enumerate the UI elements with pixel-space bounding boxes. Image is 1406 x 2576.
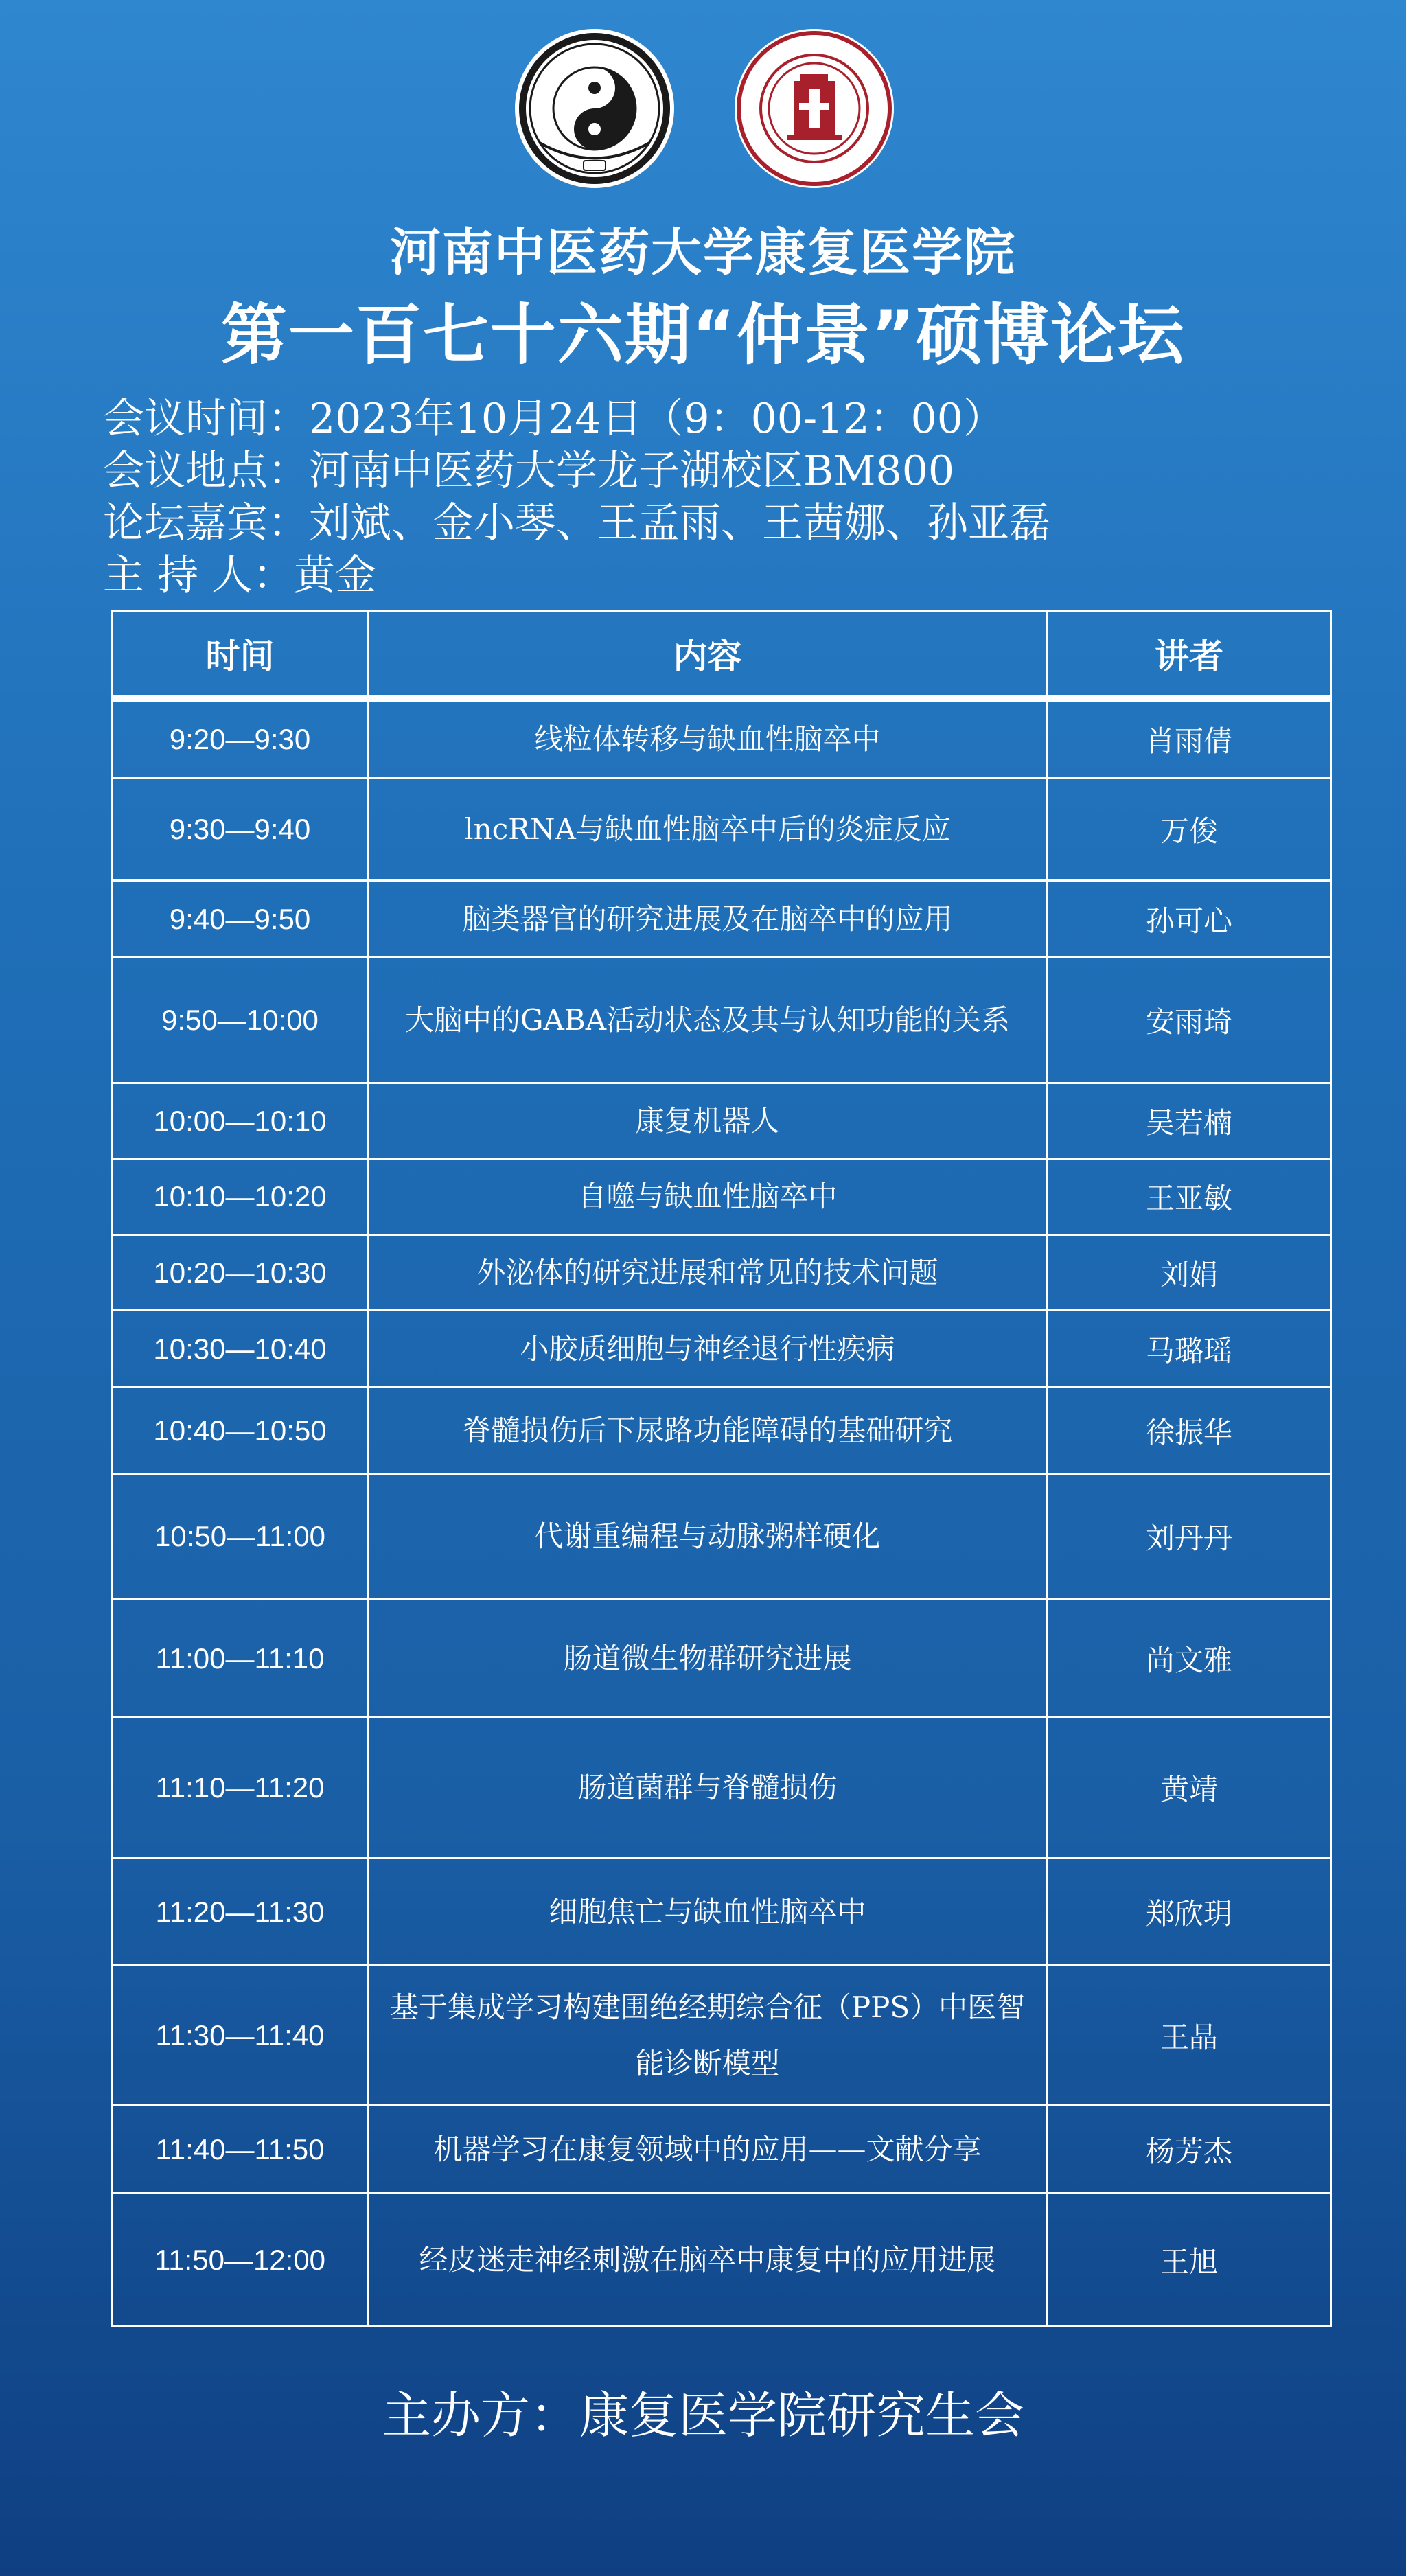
meeting-time	[103, 393, 1339, 445]
row-time: 10:30—10:40	[113, 1311, 369, 1386]
header-speaker: 讲者	[1155, 636, 1223, 676]
row-speaker: 尚文雅	[1145, 1643, 1232, 1677]
row-content: 基于集成学习构建围绝经期综合征（PPS）中医智能诊断模型	[369, 1966, 1048, 2104]
forum-title: 第一百七十六期“仲景”硕博论坛	[220, 297, 1186, 373]
host	[103, 549, 1339, 601]
table-row	[113, 2106, 1330, 2194]
table-row	[113, 702, 1330, 779]
row-time: 10:40—10:50	[113, 1388, 369, 1473]
row-speaker: 吴若楠	[1145, 1105, 1232, 1140]
row-time: 10:20—10:30	[113, 1236, 369, 1309]
row-speaker: 孙可心	[1145, 904, 1232, 938]
table-header-row	[113, 612, 1330, 702]
yin-yang-seal-icon	[512, 26, 677, 191]
row-content: 大脑中的GABA活动状态及其与认知功能的关系	[369, 958, 1048, 1082]
row-content: 小胶质细胞与神经退行性疾病	[369, 1311, 1048, 1386]
info-value: 2023年10月24日（9：00-12：00）	[309, 395, 1004, 443]
table-row	[113, 1311, 1330, 1388]
table-row	[113, 779, 1330, 882]
row-content: 外泌体的研究进展和常见的技术问题	[369, 1236, 1048, 1309]
row-speaker: 王亚敏	[1145, 1182, 1232, 1215]
row-content: 细胞焦亡与缺血性脑卒中	[369, 1859, 1048, 1964]
row-time: 10:00—10:10	[113, 1084, 369, 1158]
row-time: 11:00—11:10	[113, 1600, 369, 1716]
institution-title: 河南中医药大学康复医学院	[390, 223, 1016, 282]
row-time: 11:40—11:50	[113, 2106, 369, 2192]
row-time: 9:30—9:40	[113, 779, 369, 879]
table-row	[113, 1600, 1330, 1718]
row-speaker: 安雨琦	[1145, 1005, 1232, 1039]
row-speaker: 马璐瑶	[1145, 1333, 1232, 1368]
table-row	[113, 1160, 1330, 1236]
row-speaker: 黄靖	[1160, 1773, 1218, 1806]
row-speaker: 郑欣玥	[1145, 1896, 1232, 1931]
table-row	[113, 882, 1330, 958]
rehabilitation-school-seal-icon	[732, 26, 897, 191]
row-content: 机器学习在康复领域中的应用——文献分享	[369, 2106, 1048, 2192]
header-time: 时间	[113, 612, 369, 695]
meeting-location	[103, 445, 1339, 497]
row-content: 康复机器人	[369, 1084, 1048, 1158]
table-row	[113, 1859, 1330, 1966]
schedule-table	[111, 610, 1332, 2327]
row-speaker: 刘娟	[1160, 1257, 1218, 1291]
header-content: 内容	[369, 612, 1048, 695]
info-value: 河南中医药大学龙子湖校区BM800	[309, 447, 955, 495]
table-row	[113, 958, 1330, 1084]
row-time: 9:50—10:00	[113, 958, 369, 1082]
info-value: 刘斌、金小琴、王孟雨、王茜娜、孙亚磊	[309, 499, 1050, 547]
table-row	[113, 2194, 1330, 2325]
row-speaker: 万俊	[1160, 814, 1218, 848]
organizer-footer: 主办方：康复医学院研究生会	[381, 2387, 1024, 2444]
row-speaker: 王旭	[1160, 2244, 1218, 2279]
row-time: 9:40—9:50	[113, 882, 369, 956]
info-value: 黄金	[294, 551, 377, 599]
row-content: 脑类器官的研究进展及在脑卒中的应用	[369, 882, 1048, 956]
info-label: 会议时间：	[103, 395, 309, 443]
university-seal-icon	[512, 26, 677, 191]
row-content: 线粒体转移与缺血性脑卒中	[369, 702, 1048, 777]
row-content: 肠道菌群与脊髓损伤	[369, 1718, 1048, 1857]
row-time: 11:10—11:20	[113, 1718, 369, 1857]
row-content: lncRNA与缺血性脑卒中后的炎症反应	[369, 779, 1048, 879]
row-content: 经皮迷走神经刺激在脑卒中康复中的应用进展	[369, 2194, 1048, 2325]
row-speaker: 刘丹丹	[1145, 1521, 1232, 1555]
table-row	[113, 1475, 1330, 1600]
info-label: 论坛嘉宾：	[103, 499, 309, 547]
table-row	[113, 1084, 1330, 1160]
row-speaker: 杨芳杰	[1145, 2134, 1232, 2168]
row-speaker: 徐振华	[1145, 1415, 1232, 1449]
info-label: 主 持 人：	[103, 551, 295, 599]
info-label: 会议地点：	[103, 447, 309, 495]
row-content: 自噬与缺血性脑卒中	[369, 1160, 1048, 1234]
row-time: 11:30—11:40	[113, 1966, 369, 2104]
table-row	[113, 1966, 1330, 2106]
row-time: 10:10—10:20	[113, 1160, 369, 1234]
row-time: 9:20—9:30	[113, 702, 369, 777]
row-speaker: 王晶	[1160, 2020, 1218, 2054]
rehabilitation-seal-icon	[732, 26, 897, 191]
row-speaker: 肖雨倩	[1145, 724, 1232, 758]
row-time: 11:20—11:30	[113, 1859, 369, 1964]
table-row	[113, 1388, 1330, 1475]
row-content: 肠道微生物群研究进展	[369, 1600, 1048, 1716]
logo-bar	[0, 26, 1406, 191]
row-time: 10:50—11:00	[113, 1475, 369, 1598]
row-content: 脊髓损伤后下尿路功能障碍的基础研究	[369, 1388, 1048, 1473]
row-content: 代谢重编程与动脉粥样硬化	[369, 1475, 1048, 1598]
table-row	[113, 1718, 1330, 1859]
meeting-info	[103, 393, 1339, 601]
row-time: 11:50—12:00	[113, 2194, 369, 2325]
forum-guests	[103, 497, 1339, 549]
table-row	[113, 1236, 1330, 1311]
